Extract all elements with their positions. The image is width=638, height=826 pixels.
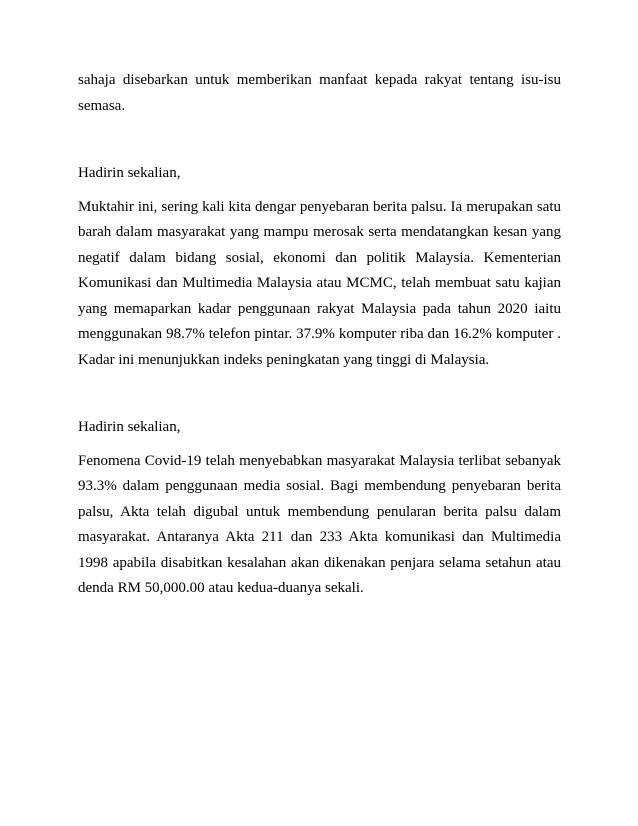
body-paragraph-covid-social-media: Fenomena Covid-19 telah menyebabkan masyarakat Malaysia terlibat sebanyak 93.3% dalam penggunaan media sosial. Bagi membendung penyebaran berita palsu, Akta telah digubal untuk membendung penularan berita palsu dalam masyarakat. Antaranya Akta 211 dan 233 Akta komunikasi dan Multimedia 1998 apabila disabitkan kesalahan akan dikenakan penjara selama setahun atau denda RM 50,000.00 atau kedua-duanya sekali.: [78, 452, 561, 596]
intro-paragraph: sahaja disebarkan untuk memberikan manfaat kepada rakyat tentang isu-isu semasa.: [78, 72, 561, 114]
document-body: [78, 68, 561, 602]
body-paragraph-fake-news: Muktahir ini, sering kali kita dengar penyebaran berita palsu. Ia merupakan satu barah dalam masyarakat yang mampu merosak serta mendatangkan kesan yang negatif dalam bidang sosial, ekonomi dan politik Malaysia. Kementerian Komunikasi dan Multimedia Malaysia atau MCMC, telah membuat satu kajian yang memaparkan kadar penggunaan rakyat Malaysia pada tahun 2020 iaitu menggunakan 98.7% telefon pintar. 37.9% komputer riba dan 16.2% komputer . Kadar ini menunjukkan indeks peningkatan yang tinggi di Malaysia.: [78, 198, 561, 368]
salutation-second: Hadirin sekalian,: [78, 419, 181, 435]
salutation-first: Hadirin sekalian,: [78, 165, 181, 181]
